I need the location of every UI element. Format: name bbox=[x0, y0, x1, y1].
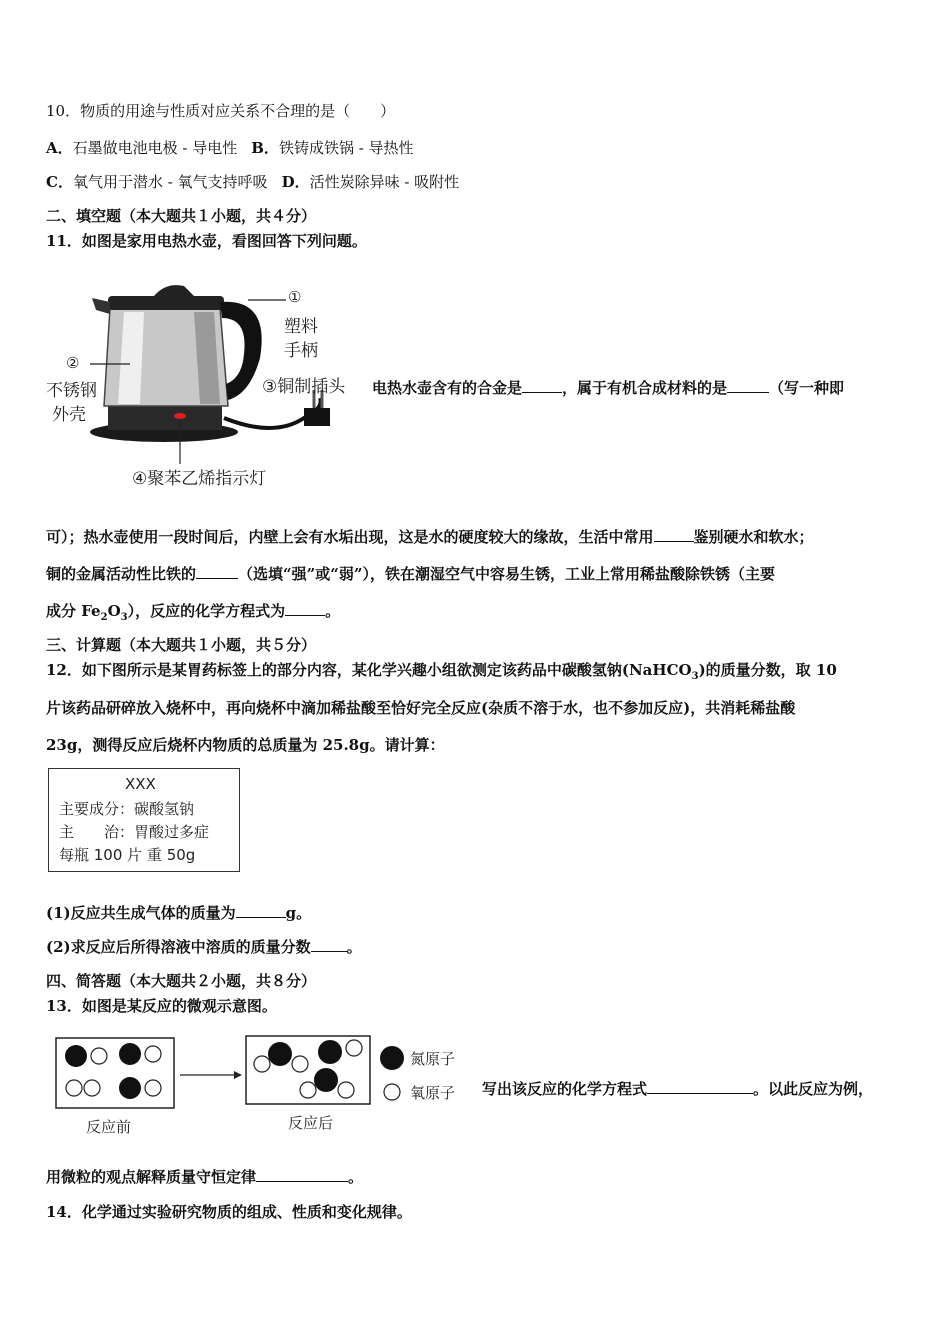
q11-line4-d: 。 bbox=[325, 602, 341, 620]
q11-line4-sub1: 2 bbox=[100, 612, 108, 623]
q11-line4-c: ），反应的化学方程式为 bbox=[127, 602, 286, 620]
option-b-text: 铁铸成铁锅 - 导热性 bbox=[278, 139, 414, 157]
section2-title: 二、填空题（本大题共１小题，共４分） bbox=[46, 207, 317, 225]
q12-line2: 片该药品研碎放入烧杯中，再向烧杯中滴加稀盐酸至恰好完全反应(杂质不溶于水，也不参加反应)，共消耗稀盐酸 bbox=[46, 699, 796, 717]
q14-stem: 14．化学通过实验研究物质的组成、性质和变化规律。 bbox=[46, 1203, 412, 1221]
caption-after: 反应后 bbox=[288, 1114, 334, 1132]
answer-blank-conservation[interactable] bbox=[256, 1167, 348, 1182]
q12-sub2-b: 。 bbox=[346, 938, 362, 956]
option-a-text: 石墨做电池电极 - 导电性 bbox=[72, 139, 238, 157]
q11-line1 bbox=[372, 378, 844, 398]
label-spec: 每瓶 100 片 重 50g bbox=[59, 846, 196, 864]
q11-line3-b: （选填“强”或“弱”），铁在潮湿空气中容易生锈，工业上常用稀盐酸除铁锈（主要 bbox=[238, 565, 776, 583]
q11-line4-a: 成分 Fe bbox=[46, 602, 101, 620]
q11-line3 bbox=[46, 564, 775, 584]
q12-line1-sub: 3 bbox=[691, 671, 699, 682]
q13-line1-b: 。以此反应为例， bbox=[753, 1080, 874, 1098]
option-c-letter: C． bbox=[46, 173, 73, 191]
q11-line1-a: 电热水壶含有的合金是 bbox=[372, 379, 523, 397]
option-c-text: 氧气用于潜水 - 氧气支持呼吸 bbox=[72, 173, 268, 191]
kettle-label-2a: 不锈钢 bbox=[46, 381, 97, 401]
q12-line3: 23g，测得反应后烧杯内物质的总质量为 25.8g。请计算： bbox=[46, 736, 445, 754]
option-d-text: 活性炭除异味 - 吸附性 bbox=[309, 173, 460, 191]
answer-blank-fraction[interactable] bbox=[311, 937, 347, 952]
q13-line1 bbox=[482, 1079, 873, 1099]
q11-line2 bbox=[46, 527, 814, 547]
q13-line2-a: 用微粒的观点解释质量守恒定律 bbox=[46, 1168, 257, 1186]
option-d-letter: D． bbox=[281, 173, 310, 191]
caption-before: 反应前 bbox=[86, 1118, 132, 1136]
section4-title: 四、简答题（本大题共２小题，共８分） bbox=[46, 972, 317, 990]
kettle-label-2b: 外壳 bbox=[52, 405, 86, 425]
q11-line3-a: 铜的金属活动性比铁的 bbox=[46, 565, 197, 583]
kettle-label-4: ④聚苯乙烯指示灯 bbox=[132, 469, 267, 489]
kettle-label-1a: 塑料 bbox=[284, 317, 318, 337]
q11-line4 bbox=[46, 601, 340, 628]
q11-line1-b: ，属于有机合成材料的是 bbox=[562, 379, 728, 397]
legend-nitrogen: 氮原子 bbox=[410, 1050, 456, 1068]
answer-blank-synthetic[interactable] bbox=[727, 378, 769, 393]
answer-blank-hardwater[interactable] bbox=[654, 527, 694, 542]
q11-line4-b: O bbox=[107, 602, 121, 620]
kettle-figure bbox=[44, 268, 364, 492]
q10-options-ab bbox=[46, 138, 428, 158]
q12-line1 bbox=[46, 660, 837, 687]
q12-sub2-a: (2)求反应后所得溶液中溶质的质量分数 bbox=[46, 938, 311, 956]
medicine-label bbox=[48, 768, 240, 872]
q12-line1-b: )的质量分数，取 10 bbox=[698, 661, 837, 679]
q12-line1-a: 12．如下图所示是某胃药标签上的部分内容，某化学兴趣小组欲测定该药品中碳酸氢钠(NaHCO bbox=[46, 661, 692, 679]
q12-sub1-b: g。 bbox=[285, 904, 312, 922]
q11-stem: 11．如图是家用电热水壶，看图回答下列问题。 bbox=[46, 232, 367, 250]
option-a-letter: A． bbox=[46, 139, 73, 157]
answer-blank-alloy[interactable] bbox=[522, 378, 562, 393]
q11-line4-sub2: 3 bbox=[120, 612, 128, 623]
q10-stem: 10．物质的用途与性质对应关系不合理的是（ ） bbox=[46, 102, 396, 120]
option-b-letter: B． bbox=[251, 139, 279, 157]
q12-sub2 bbox=[46, 937, 362, 957]
label-title: XXX bbox=[125, 775, 156, 793]
kettle-label-3: ③铜制插头 bbox=[262, 377, 346, 397]
q11-line1-c: （写一种即 bbox=[769, 379, 845, 397]
kettle-label-1-num: ① bbox=[288, 288, 302, 306]
q11-line2-b: 鉴别硬水和软水； bbox=[693, 528, 814, 546]
q11-line2-a: 可）；热水壶使用一段时间后，内壁上会有水垢出现，这是水的硬度较大的缘故，生活中常用 bbox=[46, 528, 654, 546]
label-indication: 主 治：胃酸过多症 bbox=[59, 823, 210, 841]
legend-oxygen: 氧原子 bbox=[410, 1084, 456, 1102]
q13-line2-b: 。 bbox=[348, 1168, 364, 1186]
q13-line2 bbox=[46, 1167, 363, 1187]
q13-stem: 13．如图是某反应的微观示意图。 bbox=[46, 997, 277, 1015]
label-ingredient: 主要成分：碳酸氢钠 bbox=[59, 800, 195, 818]
answer-blank-equation[interactable] bbox=[285, 601, 325, 616]
reaction-diagram bbox=[54, 1034, 474, 1142]
kettle-label-2-num: ② bbox=[66, 354, 80, 372]
answer-blank-activity[interactable] bbox=[196, 564, 238, 579]
q10-options-cd bbox=[46, 172, 473, 192]
q12-sub1-a: (1)反应共生成气体的质量为 bbox=[46, 904, 236, 922]
q13-line1-a: 写出该反应的化学方程式 bbox=[482, 1080, 648, 1098]
answer-blank-reaction-eq[interactable] bbox=[647, 1079, 753, 1094]
kettle-label-1b: 手柄 bbox=[284, 341, 318, 361]
q12-sub1 bbox=[46, 903, 311, 923]
answer-blank-gas-mass[interactable] bbox=[236, 903, 286, 918]
section3-title: 三、计算题（本大题共１小题，共５分） bbox=[46, 636, 317, 654]
